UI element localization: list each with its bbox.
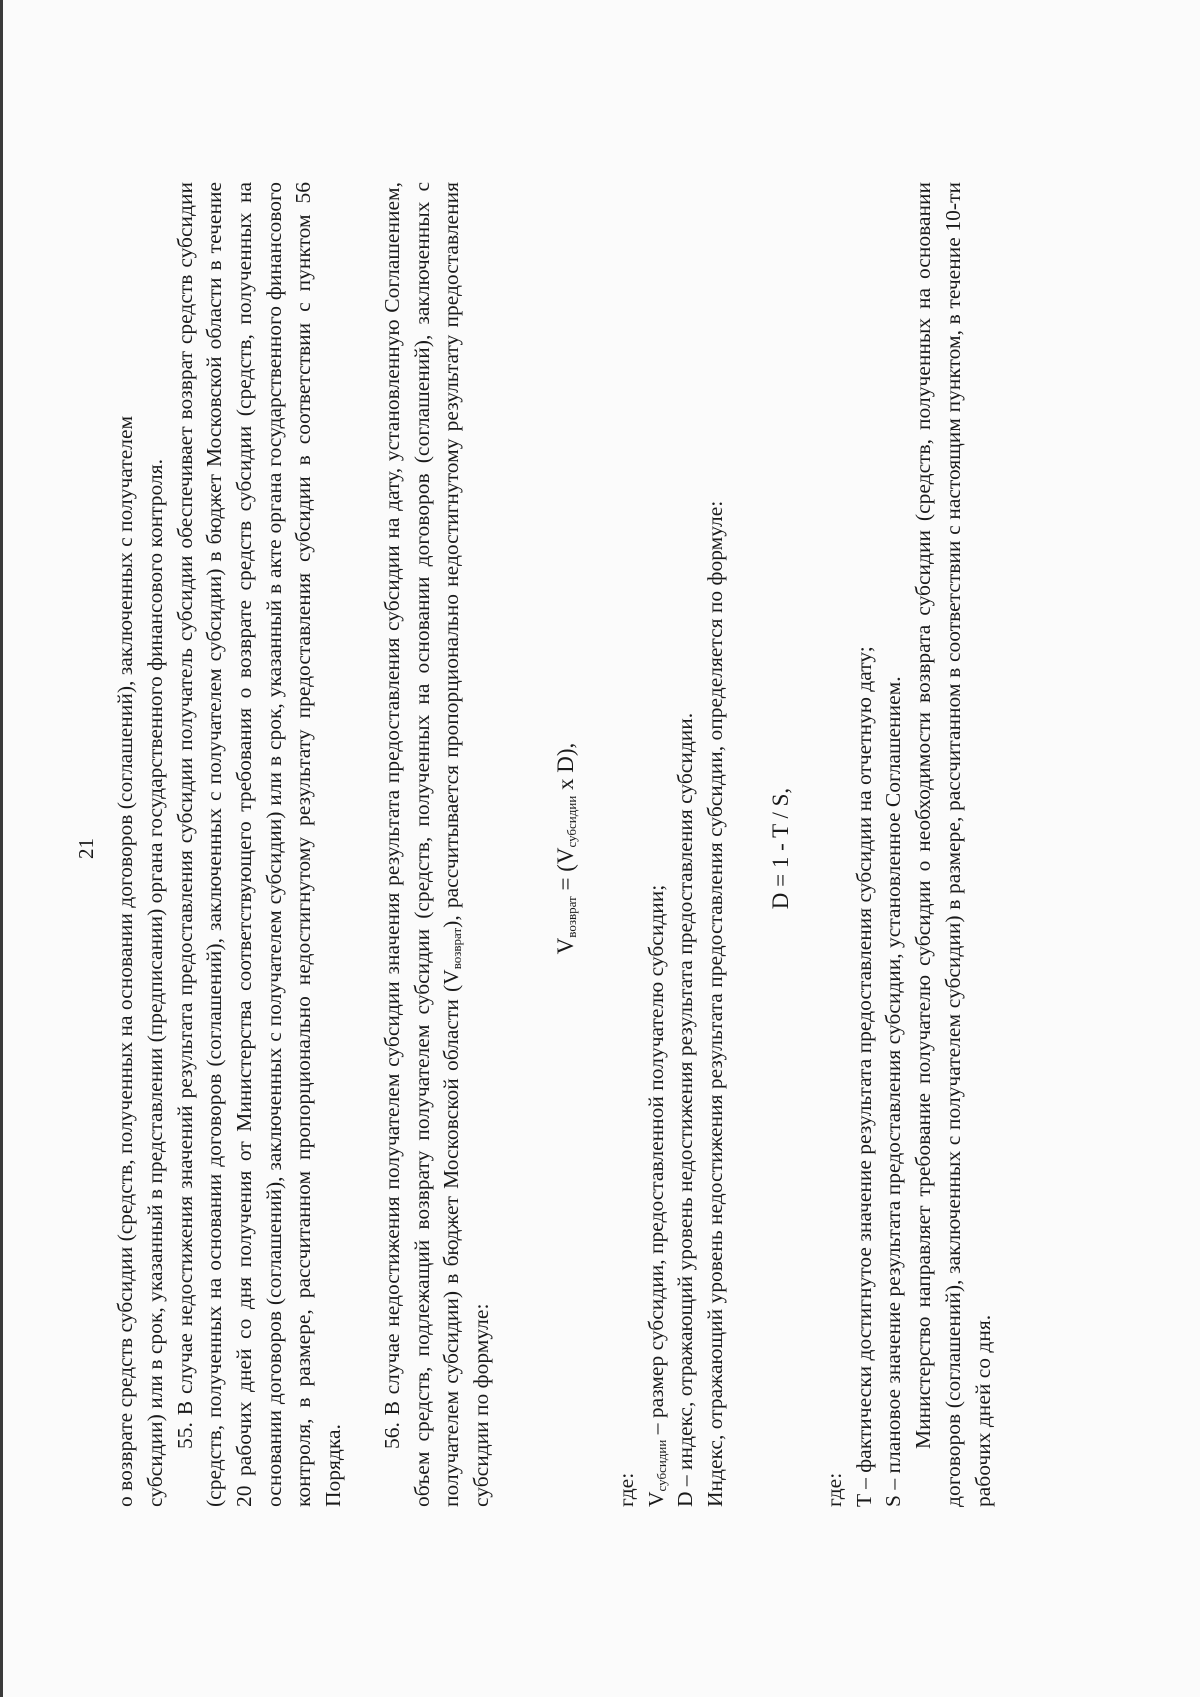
paragraph-55-text: 55. В случае недостижения значений результата предоставления субсидии получатель субсидии обеспечивает возврат средств субсидии (средств, полученных на основании договоров (соглашений), заключенных с получателем субсидии) в бюджет Московской области в течение 20 рабочих дней со дня получения от Министерства соответствующего требования о возврате средств субсидии (средств, полученных на основании договоров (соглашений), заключенных с получателем субсидии) или в срок, указанный в акте органа государственного финансового контроля, в размере, рассчитанном пропорционально недостигнутому результату предоставления субсидии в соответствии с пунктом 56 Порядка.	[172, 182, 346, 1507]
formula-1-eq: = (V	[553, 847, 578, 897]
where-1-label: где:	[614, 1472, 638, 1507]
paragraph-55	[171, 182, 349, 1507]
where-2-t-definition: T – фактически достигнутое значение результата предоставления субсидии на отчетную дату;	[851, 646, 876, 1507]
where-1-v-definition	[642, 182, 672, 1507]
formula-return-volume	[551, 0, 581, 1697]
formula-1-lhs: V	[553, 937, 578, 955]
formula-1-rhs-subscript: субсидии	[564, 795, 579, 848]
where-block-2	[820, 182, 998, 1507]
formula-index: D = 1 - T / S,	[768, 787, 793, 910]
where-1-v-symbol: V	[643, 1491, 668, 1507]
continuation-line-2: субсидии) или в срок, указанный в представлении (предписании) органа государственного финансового контроля.	[142, 459, 167, 1507]
where-block-1	[612, 182, 731, 1507]
page-number: 21	[74, 838, 98, 859]
formula-1-lhs-subscript: возврат	[564, 896, 579, 938]
where-1-v-text: – размер субсидии, предоставленной получателю субсидии;	[643, 884, 668, 1440]
where-1-v-subscript: субсидии	[653, 1439, 669, 1492]
where-1-index-sentence: Индекс, отражающий уровень недостижения результата предоставления субсидии, определяется по формуле:	[703, 500, 728, 1507]
ministry-paragraph: Министерство направляет требование получателю субсидии о необходимости возврата субсидии (средств, полученных на основании договоров (соглашений), заключенных с получателем субсидии) в размере, рассчитанном в соответствии с настоящим пунктом, в течение 10-ти рабочих дней со дня.	[911, 182, 995, 1507]
continuation-line-1: о возврате средств субсидии (средств, полученных на основании договоров (соглашений), заключенных с получателем	[113, 415, 137, 1507]
continuation-text	[111, 182, 170, 1507]
paragraph-56-part-2: ), рассчитывается пропорционально недостигнутому результату предоставления субсидии по формуле:	[439, 182, 494, 1507]
paragraph-56-text	[378, 182, 497, 1507]
where-2-s-definition: S – плановое значение результата предоставления субсидии, установленное Соглашением.	[881, 676, 906, 1507]
formula-1-tail: x D),	[553, 742, 578, 796]
paragraph-56-part-1: 56. В случае недостижения получателем субсидии значения результата предоставления субсидии на дату, установленную Соглашением, объем средств, подлежащий возврату получателем субсидии (средств, полученных на основании договоров (соглашений), заключенных с получателем субсидии) в бюджет Московской области (V	[380, 182, 464, 1507]
where-1-d-definition: D – индекс, отражающий уровень недостижения результата предоставления субсидии.	[673, 712, 698, 1507]
paragraph-56-v-subscript: возврат	[449, 927, 465, 970]
paragraph-56	[378, 182, 497, 1507]
where-2-label: где:	[822, 1472, 846, 1507]
